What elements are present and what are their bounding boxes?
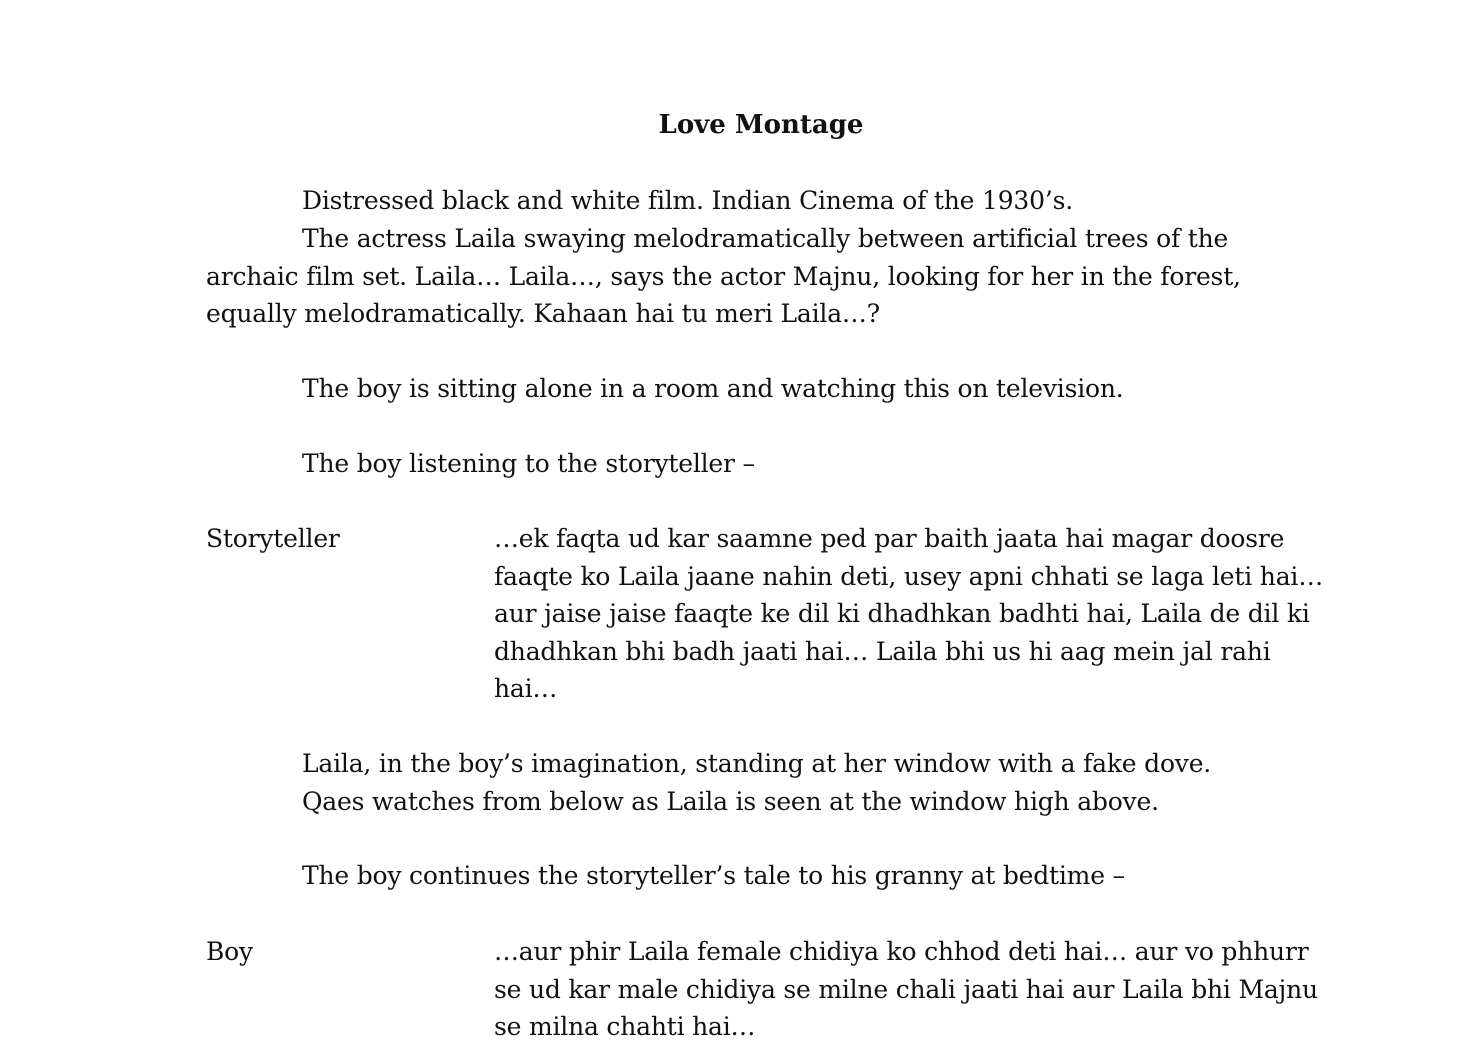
document-page	[206, 0, 1323, 1058]
paragraph-boy-listening: The boy listening to the storyteller –	[302, 449, 755, 478]
paragraph-laila-window: Laila, in the boy’s imagination, standing at her window with a fake dove.	[302, 749, 1212, 778]
document-title: Love Montage	[658, 110, 864, 140]
speaker-name: Boy	[206, 937, 253, 966]
paragraph-laila-majnu: The actress Laila swaying melodramatically between artificial trees of the archaic film set. Laila… Laila…, says the actor Majnu, looking for her in the forest, equally melodramatically. Kahaan hai tu meri Laila…?	[206, 224, 1241, 329]
paragraph-film-intro: Distressed black and white film. Indian Cinema of the 1930’s.	[302, 186, 1073, 215]
paragraph-qaes-watches: Qaes watches from below as Laila is seen at the window high above.	[302, 787, 1159, 816]
dialogue-text: …aur phir Laila female chidiya ko chhod deti hai… aur vo phhurr se ud kar male chidiya se milne chali jaati hai aur Laila bhi Majnu se milna chahti hai…	[494, 937, 1318, 1042]
paragraph-boy-watching: The boy is sitting alone in a room and watching this on television.	[302, 374, 1124, 403]
dialogue-text: …ek faqta ud kar saamne ped par baith jaata hai magar doosre faaqte ko Laila jaane nahin deti, usey apni chhati se laga leti hai… aur jaise jaise faaqte ke dil ki dhadhkan badhti hai, Laila de dil ki dhadhkan bhi badh jaati hai… Laila bhi us hi aag mein jal rahi hai…	[494, 524, 1323, 704]
paragraph-boy-continues: The boy continues the storyteller’s tale to his granny at bedtime –	[302, 861, 1125, 890]
speaker-name: Storyteller	[206, 524, 340, 553]
